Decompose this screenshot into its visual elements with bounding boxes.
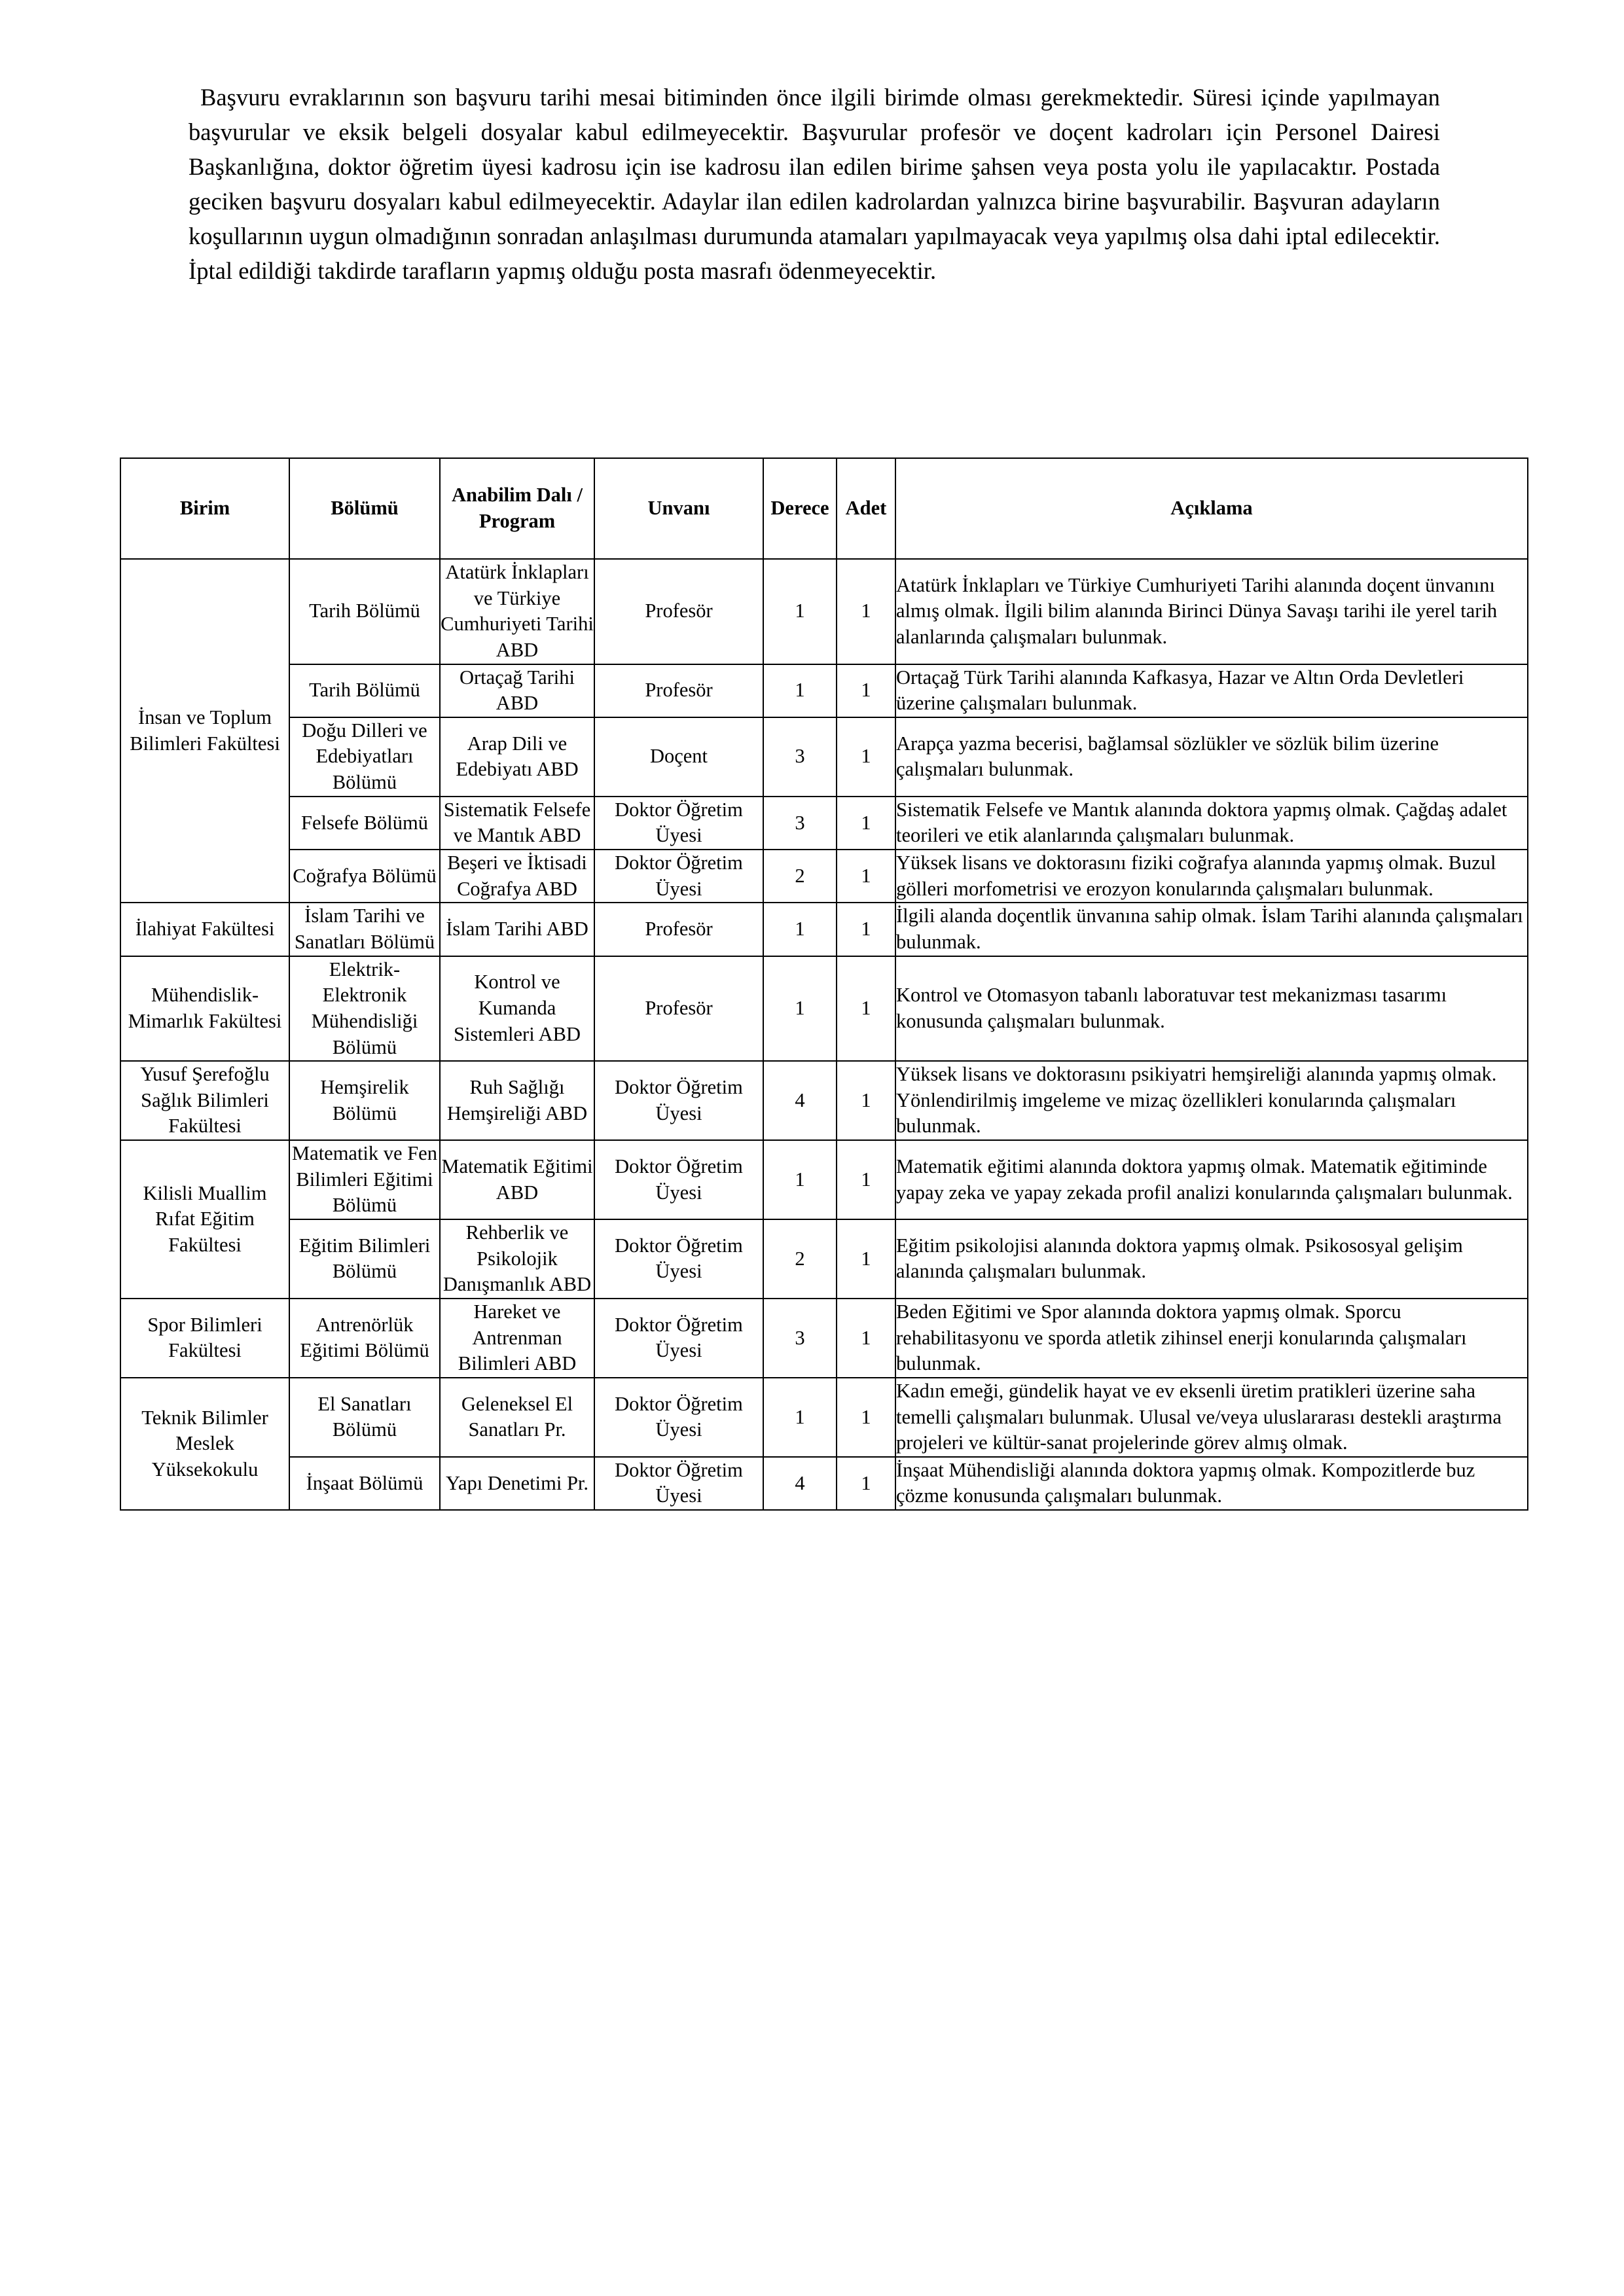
table-row bbox=[120, 1299, 1528, 1378]
cell-aciklama: Eğitim psikolojisi alanında doktora yapmış olmak. Psikososyal gelişim alanında çalışmaları bulunmak. bbox=[895, 1219, 1528, 1299]
cell-bolum: El Sanatları Bölümü bbox=[289, 1378, 440, 1457]
cell-bolum: Tarih Bölümü bbox=[289, 664, 440, 717]
table-row bbox=[120, 903, 1528, 956]
cell-adet: 1 bbox=[837, 1457, 895, 1510]
table-row bbox=[120, 1219, 1528, 1299]
cell-unvan: Doktor Öğretim Üyesi bbox=[594, 1378, 763, 1457]
cell-unvan: Doktor Öğretim Üyesi bbox=[594, 797, 763, 850]
cell-abd: Atatürk İnklapları ve Türkiye Cumhuriyeti Tarihi ABD bbox=[440, 559, 594, 664]
cell-aciklama: Matematik eğitimi alanında doktora yapmış olmak. Matematik eğitiminde yapay zeka ve yapay zekada profil analizi konularında çalışmaları bulunmak. bbox=[895, 1140, 1528, 1219]
cell-unvan: Profesör bbox=[594, 559, 763, 664]
intro-block bbox=[189, 80, 1440, 289]
table-row bbox=[120, 1457, 1528, 1510]
cell-unvan: Doktor Öğretim Üyesi bbox=[594, 1457, 763, 1510]
column-header-birim: Birim bbox=[120, 458, 289, 559]
table-row bbox=[120, 1061, 1528, 1140]
column-header-aciklama: Açıklama bbox=[895, 458, 1528, 559]
table-header bbox=[120, 458, 1528, 559]
cell-unvan: Doktor Öğretim Üyesi bbox=[594, 1219, 763, 1299]
cell-adet: 1 bbox=[837, 797, 895, 850]
table-header-row bbox=[120, 458, 1528, 559]
cell-derece: 4 bbox=[763, 1457, 837, 1510]
cell-derece: 4 bbox=[763, 1061, 837, 1140]
cell-abd: Geleneksel El Sanatları Pr. bbox=[440, 1378, 594, 1457]
cell-aciklama: İnşaat Mühendisliği alanında doktora yapmış olmak. Kompozitlerde buz çözme konusunda çalışmaları bulunmak. bbox=[895, 1457, 1528, 1510]
column-header-unvan: Unvanı bbox=[594, 458, 763, 559]
cell-derece: 3 bbox=[763, 717, 837, 797]
table-row bbox=[120, 559, 1528, 664]
cell-bolum: İnşaat Bölümü bbox=[289, 1457, 440, 1510]
table-row bbox=[120, 956, 1528, 1062]
column-header-abd: Anabilim Dalı / Program bbox=[440, 458, 594, 559]
cell-abd: İslam Tarihi ABD bbox=[440, 903, 594, 956]
cell-bolum: Doğu Dilleri ve Edebiyatları Bölümü bbox=[289, 717, 440, 797]
table-row bbox=[120, 850, 1528, 903]
table-row bbox=[120, 797, 1528, 850]
cell-unvan: Doktor Öğretim Üyesi bbox=[594, 1061, 763, 1140]
cell-bolum: Coğrafya Bölümü bbox=[289, 850, 440, 903]
cell-aciklama: Yüksek lisans ve doktorasını psikiyatri hemşireliği alanında yapmış olmak. Yönlendirilmiş imgeleme ve mizaç özellikleri konularında çalışmaları bulunmak. bbox=[895, 1061, 1528, 1140]
cell-adet: 1 bbox=[837, 956, 895, 1062]
cell-bolum: Antrenörlük Eğitimi Bölümü bbox=[289, 1299, 440, 1378]
cell-abd: Ortaçağ Tarihi ABD bbox=[440, 664, 594, 717]
cell-aciklama: Kontrol ve Otomasyon tabanlı laboratuvar test mekanizması tasarımı konusunda çalışmaları bulunmak. bbox=[895, 956, 1528, 1062]
cell-derece: 2 bbox=[763, 1219, 837, 1299]
cell-adet: 1 bbox=[837, 664, 895, 717]
cell-derece: 1 bbox=[763, 664, 837, 717]
cell-derece: 1 bbox=[763, 956, 837, 1062]
cell-abd: Arap Dili ve Edebiyatı ABD bbox=[440, 717, 594, 797]
cell-bolum: Hemşirelik Bölümü bbox=[289, 1061, 440, 1140]
cell-birim: Yusuf Şerefoğlu Sağlık Bilimleri Fakültesi bbox=[120, 1061, 289, 1140]
cell-derece: 1 bbox=[763, 1140, 837, 1219]
cell-aciklama: Beden Eğitimi ve Spor alanında doktora yapmış olmak. Sporcu rehabilitasyonu ve sporda atletik zihinsel enerji konularında çalışmaları bulunmak. bbox=[895, 1299, 1528, 1378]
cell-abd: Matematik Eğitimi ABD bbox=[440, 1140, 594, 1219]
cell-birim: Teknik Bilimler Meslek Yüksekokulu bbox=[120, 1378, 289, 1510]
cell-aciklama: Ortaçağ Türk Tarihi alanında Kafkasya, Hazar ve Altın Orda Devletleri üzerine çalışmaları bulunmak. bbox=[895, 664, 1528, 717]
cell-abd: Yapı Denetimi Pr. bbox=[440, 1457, 594, 1510]
cell-aciklama: Arapça yazma becerisi, bağlamsal sözlükler ve sözlük bilim üzerine çalışmaları bulunmak. bbox=[895, 717, 1528, 797]
cell-birim: Spor Bilimleri Fakültesi bbox=[120, 1299, 289, 1378]
cell-abd: Kontrol ve Kumanda Sistemleri ABD bbox=[440, 956, 594, 1062]
cell-abd: Hareket ve Antrenman Bilimleri ABD bbox=[440, 1299, 594, 1378]
cell-bolum: Elektrik-Elektronik Mühendisliği Bölümü bbox=[289, 956, 440, 1062]
cell-derece: 1 bbox=[763, 1378, 837, 1457]
cell-unvan: Profesör bbox=[594, 956, 763, 1062]
cell-unvan: Doktor Öğretim Üyesi bbox=[594, 1140, 763, 1219]
column-header-adet: Adet bbox=[837, 458, 895, 559]
cell-aciklama: Sistematik Felsefe ve Mantık alanında doktora yapmış olmak. Çağdaş adalet teorileri ve etik alanlarında çalışmaları bulunmak. bbox=[895, 797, 1528, 850]
cell-adet: 1 bbox=[837, 903, 895, 956]
table-row bbox=[120, 717, 1528, 797]
table-row bbox=[120, 1378, 1528, 1457]
intro-paragraph: Başvuru evraklarının son başvuru tarihi mesai bitiminden önce ilgili birimde olması gerekmektedir. Süresi içinde yapılmayan başvurular ve eksik belgeli dosyalar kabul edilmeyecektir. Başvurular profesör ve doçent kadroları için Personel Dairesi Başkanlığına, doktor öğretim üyesi kadrosu için ise kadrosu ilan edilen birime şahsen veya posta yolu ile yapılacaktır. Postada geciken başvuru dosyaları kabul edilmeyecektir. Adaylar ilan edilen kadrolardan yalnızca birine başvurabilir. Başvuran adayların koşullarının uygun olmadığının sonradan anlaşılması durumunda atamaları yapılmayacak veya yapılmış olsa dahi iptal edilecektir. İptal edildiği takdirde tarafların yapmış olduğu posta masrafı ödenmeyecektir. bbox=[189, 84, 1440, 285]
cell-abd: Rehberlik ve Psikolojik Danışmanlık ABD bbox=[440, 1219, 594, 1299]
table-row bbox=[120, 664, 1528, 717]
cell-unvan: Doçent bbox=[594, 717, 763, 797]
cell-aciklama: Kadın emeği, gündelik hayat ve ev eksenli üretim pratikleri üzerine saha temelli çalışmaları bulunmak. Ulusal ve/veya uluslararası destekli araştırma projeleri ve kültür-sanat projelerinde görev almış olmak. bbox=[895, 1378, 1528, 1457]
cell-adet: 1 bbox=[837, 1219, 895, 1299]
cell-aciklama: Atatürk İnklapları ve Türkiye Cumhuriyeti Tarihi alanında doçent ünvanını almış olmak. İlgili bilim alanında Birinci Dünya Savaşı tarihi ile yerel tarih alanlarında çalışmaları bulunmak. bbox=[895, 559, 1528, 664]
cell-bolum: Tarih Bölümü bbox=[289, 559, 440, 664]
cell-bolum: Eğitim Bilimleri Bölümü bbox=[289, 1219, 440, 1299]
cell-adet: 1 bbox=[837, 559, 895, 664]
table-row bbox=[120, 1140, 1528, 1219]
cell-abd: Beşeri ve İktisadi Coğrafya ABD bbox=[440, 850, 594, 903]
cell-derece: 1 bbox=[763, 559, 837, 664]
cell-adet: 1 bbox=[837, 1061, 895, 1140]
cell-abd: Sistematik Felsefe ve Mantık ABD bbox=[440, 797, 594, 850]
cell-bolum: İslam Tarihi ve Sanatları Bölümü bbox=[289, 903, 440, 956]
cell-birim: İlahiyat Fakültesi bbox=[120, 903, 289, 956]
cell-derece: 3 bbox=[763, 1299, 837, 1378]
cell-aciklama: İlgili alanda doçentlik ünvanına sahip olmak. İslam Tarihi alanında çalışmaları bulunmak. bbox=[895, 903, 1528, 956]
cell-adet: 1 bbox=[837, 1299, 895, 1378]
cell-unvan: Profesör bbox=[594, 664, 763, 717]
cell-unvan: Doktor Öğretim Üyesi bbox=[594, 1299, 763, 1378]
cell-birim: Mühendislik-Mimarlık Fakültesi bbox=[120, 956, 289, 1062]
table-body bbox=[120, 559, 1528, 1510]
column-header-derece: Derece bbox=[763, 458, 837, 559]
cell-bolum: Felsefe Bölümü bbox=[289, 797, 440, 850]
kadro-table bbox=[120, 457, 1528, 1511]
cell-adet: 1 bbox=[837, 717, 895, 797]
cell-unvan: Doktor Öğretim Üyesi bbox=[594, 850, 763, 903]
cell-derece: 2 bbox=[763, 850, 837, 903]
cell-derece: 3 bbox=[763, 797, 837, 850]
kadro-table-wrap bbox=[120, 457, 1527, 1511]
cell-bolum: Matematik ve Fen Bilimleri Eğitimi Bölümü bbox=[289, 1140, 440, 1219]
cell-aciklama: Yüksek lisans ve doktorasını fiziki coğrafya alanında yapmış olmak. Buzul gölleri morfometrisi ve erozyon konularında çalışmaları bulunmak. bbox=[895, 850, 1528, 903]
cell-derece: 1 bbox=[763, 903, 837, 956]
cell-abd: Ruh Sağlığı Hemşireliği ABD bbox=[440, 1061, 594, 1140]
cell-birim: İnsan ve Toplum Bilimleri Fakültesi bbox=[120, 559, 289, 903]
cell-unvan: Profesör bbox=[594, 903, 763, 956]
cell-adet: 1 bbox=[837, 1378, 895, 1457]
cell-birim: Kilisli Muallim Rıfat Eğitim Fakültesi bbox=[120, 1140, 289, 1299]
cell-adet: 1 bbox=[837, 850, 895, 903]
column-header-bolum: Bölümü bbox=[289, 458, 440, 559]
cell-adet: 1 bbox=[837, 1140, 895, 1219]
